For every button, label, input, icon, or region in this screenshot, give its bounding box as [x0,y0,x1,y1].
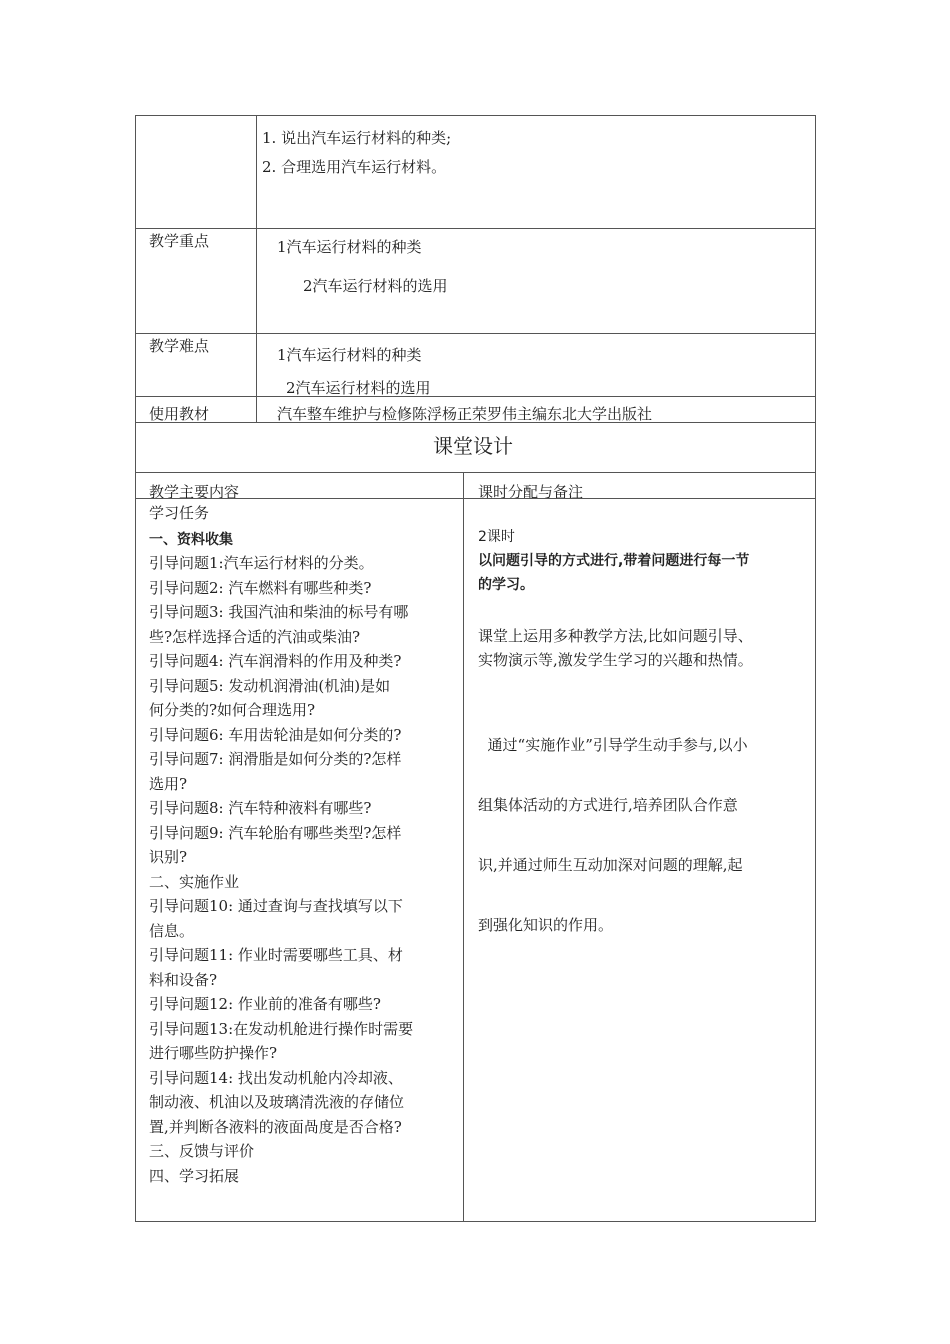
guide-line: 引导问题7: 润滑脂是如何分类的?怎样 [149,750,402,768]
guide-line: 进行哪些防护操作? [149,1044,278,1062]
guide-line: 选用? [149,774,188,793]
notes-line: 课堂上运用多种教学方法,比如问题引导、 [478,627,753,645]
guide-line: 引导问题2: 汽车燃料有哪些种类? [149,578,372,597]
notes-bold-line: 以问题引导的方式进行,带着问题进行每一节 [478,553,750,569]
notes-bold-paragraph [478,549,749,597]
section-1-heading: 一、资料收集 [149,532,233,548]
guide-line: 引导问题13:在发动机舱进行操作时需要 [149,1019,414,1038]
textbook-value: 汽车整车维护与检修陈浮杨正荣罗伟主编东北大学出版社 [277,405,653,423]
notes-line: 实物演示等,激发学生学习的兴趣和热情。 [478,651,753,669]
key-points-label: 教学重点 [149,232,210,250]
section-4-heading: 四、学习拓展 [149,1166,240,1185]
column-header-main: 教学主要内容 [149,483,240,501]
guide-line: 引导问题14: 找出发动机舱内冷却液、 [149,1068,403,1087]
guide-line: 料和设备? [149,970,218,989]
guide-line: 识别? [149,848,188,866]
column-header-notes: 课时分配与备注 [478,483,584,501]
notes-line: 通过“实施作业”引导学生动手参与,以小 [478,736,748,754]
hours-allocation: 2课时 [478,529,515,545]
key-point-item-2: 2汽车运行材料的选用 [303,277,448,295]
guide-line: 些?怎样选择合适的汽油或柴油? [149,627,361,646]
guide-line: 引导问题9: 汽车轮胎有哪些类型?怎样 [149,823,402,842]
guide-line: 引导问题5: 发动机润滑油(机油)是如 [149,676,391,695]
guide-line: 引导问题8: 汽车特种液料有哪些? [149,799,372,817]
notes-paragraph-3 [478,697,748,973]
difficulty-item-1: 1汽车运行材料的种类 [277,346,422,364]
guide-line: 引导问题4: 汽车润滑料的作用及种类? [149,652,402,670]
objective-item-2: 2. 合理选用汽车运行材料。 [262,158,447,176]
guide-line: 置,并判断各液料的液面咼度是否合格? [149,1117,402,1136]
guide-line: 引导问题6: 车用齿轮油是如何分类的? [149,725,402,744]
guide-line: 引导问题1:汽车运行材料的分类。 [149,554,374,572]
objective-item-1: 1. 说出汽车运行材料的种类; [262,129,452,147]
notes-bold-line: 的学习。 [478,577,534,593]
key-point-item-1: 1汽车运行材料的种类 [277,238,422,256]
learning-tasks-heading: 学习任务 [149,504,210,522]
guide-line: 引导问题11: 作业时需要哪些工具、材 [149,946,403,964]
notes-line: 组集体活动的方式进行,培养团队合作意 [478,796,738,814]
difficulty-item-2: 2汽车运行材料的选用 [286,379,431,397]
guide-line: 引导问题12: 作业前的准备有哪些? [149,995,381,1013]
guide-line: 制动液、机油以及玻璃清洗液的存储位 [149,1093,405,1111]
notes-paragraph-2 [478,624,753,672]
objectives-label-cell [135,115,257,229]
guide-line: 何分类的?如何合理选用? [149,701,316,719]
guide-question-list [149,551,413,1188]
textbook-label: 使用教材 [149,405,210,423]
difficulties-label: 教学难点 [149,337,210,355]
guide-line: 信息。 [149,921,195,940]
guide-line: 引导问题3: 我国汽油和柴油的标号有哪 [149,603,409,621]
section-3-heading: 三、反馈与评价 [149,1142,255,1160]
guide-line: 引导问题10: 通过查询与查找填写以下 [149,897,403,915]
section-2-heading: 二、实施作业 [149,872,240,891]
notes-line: 到强化知识的作用。 [478,916,614,934]
design-title: 课堂设计 [433,434,513,458]
notes-line: 识,并通过师生互动加深对问题的理解,起 [478,856,743,874]
